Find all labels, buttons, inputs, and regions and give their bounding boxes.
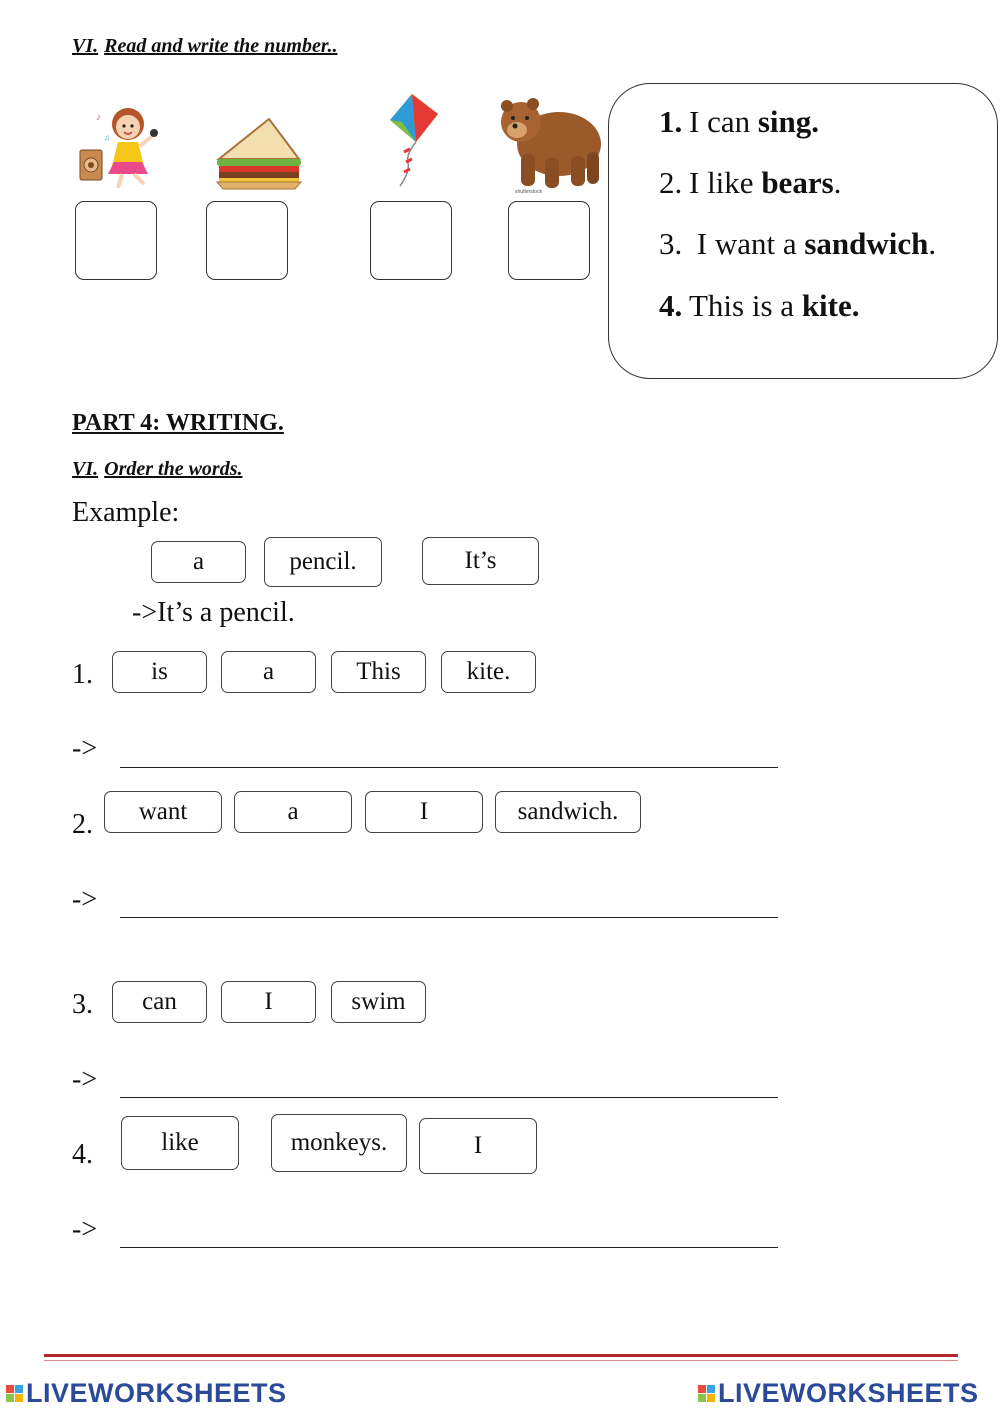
- footer-rule: [44, 1354, 958, 1357]
- word-card[interactable]: a: [234, 791, 352, 833]
- answer-arrow: ->: [72, 733, 98, 764]
- sentence-end: .: [928, 226, 937, 261]
- section-number: VI.: [72, 458, 99, 480]
- section-title: Read and write the number..: [104, 35, 338, 57]
- girl-singing-icon: [78, 100, 164, 192]
- word-card[interactable]: I: [365, 791, 483, 833]
- answer-box-1[interactable]: [75, 201, 157, 280]
- sentence-number: 4.: [659, 288, 683, 323]
- sentence-2: [659, 165, 841, 201]
- exercise-number: 4.: [72, 1139, 93, 1170]
- example-answer: ->It’s a pencil.: [132, 597, 295, 628]
- sentence-keyword: kite.: [801, 288, 860, 323]
- word-card[interactable]: I: [419, 1118, 537, 1174]
- sentence-text: This is a: [689, 288, 802, 323]
- sentence-keyword: bears: [761, 165, 834, 200]
- word-card[interactable]: like: [121, 1116, 239, 1170]
- word-card[interactable]: This: [331, 651, 426, 693]
- sentence-number: 1.: [659, 104, 683, 139]
- answer-box-4[interactable]: [508, 201, 590, 280]
- svg-text:♪: ♪: [96, 112, 101, 123]
- answer-line-4[interactable]: [120, 1247, 778, 1248]
- word-card[interactable]: can: [112, 981, 207, 1023]
- word-card: pencil.: [264, 537, 382, 587]
- word-card[interactable]: monkeys.: [271, 1114, 407, 1172]
- liveworksheets-logo-right: [698, 1378, 979, 1409]
- brand-text: LIVEWORKSHEETS: [26, 1378, 287, 1408]
- part-heading: PART 4: WRITING.: [72, 410, 284, 436]
- sentence-text: I like: [689, 165, 762, 200]
- sentence-text: I want a: [689, 226, 805, 261]
- exercise-number: 2.: [72, 809, 93, 840]
- exercise-number: 3.: [72, 989, 93, 1020]
- answer-box-2[interactable]: [206, 201, 288, 280]
- sentence-end: .: [833, 165, 842, 200]
- answer-arrow: ->: [72, 1214, 98, 1245]
- answer-line-2[interactable]: [120, 917, 778, 918]
- logo-mark-icon: [6, 1385, 23, 1402]
- sandwich-icon: [213, 115, 303, 190]
- sentence-number: 3.: [659, 226, 683, 261]
- logo-mark-icon: [698, 1385, 715, 1402]
- example-label: Example:: [72, 497, 180, 528]
- answer-arrow: ->: [72, 884, 98, 915]
- answer-arrow: ->: [72, 1064, 98, 1095]
- answer-line-3[interactable]: [120, 1097, 778, 1098]
- exercise-number: 1.: [72, 659, 93, 690]
- word-card[interactable]: sandwich.: [495, 791, 641, 833]
- section-number: VI.: [72, 35, 99, 57]
- sentences-panel: [608, 83, 998, 379]
- sentence-4: [659, 288, 860, 324]
- sentence-keyword: sing.: [757, 104, 820, 139]
- sentence-text: I can: [689, 104, 758, 139]
- sentence-number: 2.: [659, 165, 683, 200]
- section-heading-order: [72, 458, 242, 481]
- bear-icon: [493, 92, 605, 194]
- svg-text:♫: ♫: [104, 133, 110, 142]
- sentence-keyword: sandwich: [804, 226, 929, 261]
- word-card[interactable]: want: [104, 791, 222, 833]
- answer-line-1[interactable]: [120, 767, 778, 768]
- footer-rule-thin: [44, 1360, 958, 1361]
- section-heading-read: [72, 35, 338, 58]
- word-card[interactable]: swim: [331, 981, 426, 1023]
- word-card: a: [151, 541, 246, 583]
- answer-box-3[interactable]: [370, 201, 452, 280]
- word-card[interactable]: a: [221, 651, 316, 693]
- word-card[interactable]: I: [221, 981, 316, 1023]
- kite-icon: [378, 92, 440, 188]
- word-card: It’s: [422, 537, 539, 585]
- sentence-3: [659, 226, 936, 262]
- liveworksheets-logo-left: [6, 1378, 287, 1409]
- sentence-1: [659, 104, 819, 140]
- word-card[interactable]: is: [112, 651, 207, 693]
- word-card[interactable]: kite.: [441, 651, 536, 693]
- svg-text:shutterstock: shutterstock: [515, 189, 542, 194]
- section-title: Order the words.: [104, 458, 243, 480]
- brand-text: LIVEWORKSHEETS: [718, 1378, 979, 1408]
